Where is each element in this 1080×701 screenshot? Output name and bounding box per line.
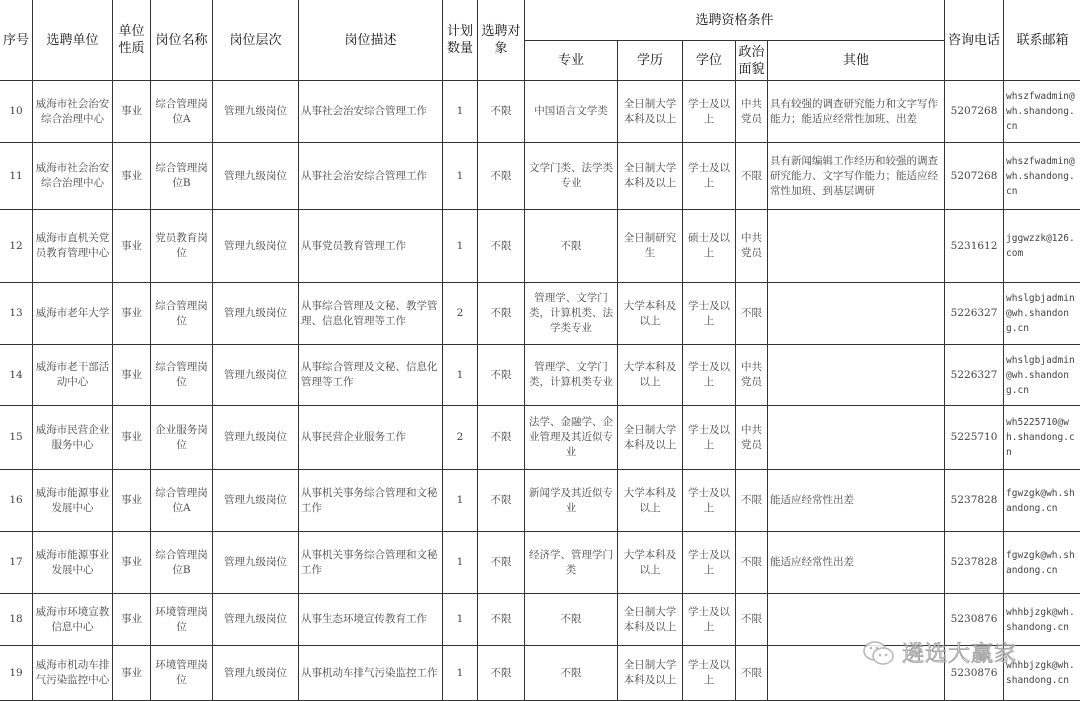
cell-email: whslgbjadmin@wh.shandong.cn [1004,345,1080,406]
table-row [0,143,1080,210]
cell-education: 大学本科及以上 [618,345,683,406]
cell-degree: 学士及以上 [683,345,736,406]
cell-unit: 威海市机动车排气污染监控中心 [33,646,113,701]
cell-education: 全日制研究生 [618,210,683,283]
cell-level: 管理九级岗位 [213,143,299,210]
cell-seq: 19 [0,646,33,701]
cell-political: 中共党员 [736,81,768,143]
cell-seq: 12 [0,210,33,283]
cell-seq: 16 [0,470,33,532]
cell-target: 不限 [478,470,525,532]
header-level: 岗位层次 [213,0,299,81]
cell-degree: 学士及以上 [683,143,736,210]
cell-count: 1 [443,470,478,532]
cell-seq: 17 [0,532,33,594]
cell-major: 不限 [525,210,618,283]
header-count: 计划数量 [443,0,478,81]
header-phone: 咨询电话 [945,0,1004,81]
cell-political: 不限 [736,283,768,345]
cell-political: 中共党员 [736,345,768,406]
cell-unit: 威海市环境宣教信息中心 [33,594,113,646]
cell-education: 大学本科及以上 [618,283,683,345]
cell-other: 具有较强的调查研究能力和文字写作能力；能适应经常性加班、出差 [768,81,945,143]
cell-political: 不限 [736,646,768,701]
cell-email: fgwzgk@wh.shandong.cn [1004,532,1080,594]
watermark-text: 遴选大赢家 [902,642,1018,667]
cell-unit: 威海市能源事业发展中心 [33,470,113,532]
cell-major: 中国语言文学类 [525,81,618,143]
cell-education: 全日制大学本科及以上 [618,143,683,210]
cell-other [768,210,945,283]
cell-major: 管理学、文学门类，计算机类专业 [525,345,618,406]
header-major: 专业 [525,41,618,81]
cell-degree: 学士及以上 [683,283,736,345]
cell-target: 不限 [478,210,525,283]
cell-nature: 事业 [113,470,151,532]
table-body [0,81,1080,701]
cell-major: 经济学、管理学门类 [525,532,618,594]
cell-count: 1 [443,143,478,210]
cell-education: 全日制大学本科及以上 [618,406,683,470]
cell-major: 法学、金融学、企业管理及其近似专业 [525,406,618,470]
cell-other [768,406,945,470]
cell-target: 不限 [478,143,525,210]
cell-email: whszfwadmin@wh.shandong.cn [1004,81,1080,143]
cell-email: wh5225710@wh.shandong.cn [1004,406,1080,470]
header-qualifications: 选聘资格条件 [525,0,945,41]
wechat-icon [862,639,896,667]
cell-post-name: 环境管理岗位 [151,594,213,646]
cell-target: 不限 [478,594,525,646]
cell-level: 管理九级岗位 [213,532,299,594]
cell-target: 不限 [478,283,525,345]
cell-nature: 事业 [113,345,151,406]
cell-desc: 从事机关事务综合管理和文秘工作 [299,470,443,532]
cell-target: 不限 [478,646,525,701]
cell-unit: 威海市老干部活动中心 [33,345,113,406]
cell-email: jggwzzk@126.com [1004,210,1080,283]
cell-post-name: 综合管理岗位 [151,345,213,406]
header-seq: 序号 [0,0,33,81]
cell-phone: 5225710 [945,406,1004,470]
cell-desc: 从事综合管理及文秘、教学管理、信息化管理等工作 [299,283,443,345]
cell-education: 全日制大学本科及以上 [618,594,683,646]
cell-email: whhbjzgk@wh.shandong.cn [1004,646,1080,701]
cell-phone: 5237828 [945,470,1004,532]
cell-major: 管理学、文学门类，计算机类、法学类专业 [525,283,618,345]
table-row [0,283,1080,345]
cell-nature: 事业 [113,81,151,143]
cell-seq: 11 [0,143,33,210]
cell-seq: 18 [0,594,33,646]
cell-target: 不限 [478,81,525,143]
header-target: 选聘对象 [478,0,525,81]
cell-seq: 10 [0,81,33,143]
cell-political: 中共党员 [736,406,768,470]
cell-post-name: 综合管理岗位A [151,81,213,143]
cell-phone: 5231612 [945,210,1004,283]
header-unit: 选聘单位 [33,0,113,81]
cell-desc: 从事生态环境宣传教育工作 [299,594,443,646]
header-education: 学历 [618,41,683,81]
cell-political: 中共党员 [736,210,768,283]
header-other: 其他 [768,41,945,81]
table-row [0,345,1080,406]
cell-level: 管理九级岗位 [213,81,299,143]
cell-email: whslgbjadmin@wh.shandong.cn [1004,283,1080,345]
cell-post-name: 综合管理岗位B [151,532,213,594]
cell-degree: 硕士及以上 [683,210,736,283]
header-desc: 岗位描述 [299,0,443,81]
cell-degree: 学士及以上 [683,81,736,143]
cell-phone: 5230876 [945,594,1004,646]
cell-count: 2 [443,406,478,470]
header-degree: 学位 [683,41,736,81]
cell-count: 1 [443,646,478,701]
cell-level: 管理九级岗位 [213,646,299,701]
cell-desc: 从事综合管理及文秘、信息化管理等工作 [299,345,443,406]
table-row [0,470,1080,532]
cell-unit: 威海市能源事业发展中心 [33,532,113,594]
cell-major: 文学门类、法学类专业 [525,143,618,210]
cell-education: 大学本科及以上 [618,470,683,532]
cell-target: 不限 [478,345,525,406]
cell-desc: 从事民营企业服务工作 [299,406,443,470]
table-row [0,406,1080,470]
cell-post-name: 综合管理岗位A [151,470,213,532]
cell-email: whhbjzgk@wh.shandong.cn [1004,594,1080,646]
cell-target: 不限 [478,406,525,470]
cell-phone: 5207268 [945,143,1004,210]
cell-political: 不限 [736,594,768,646]
header-political: 政治面貌 [736,41,768,81]
cell-count: 1 [443,210,478,283]
cell-phone: 5226327 [945,345,1004,406]
cell-political: 不限 [736,470,768,532]
cell-count: 2 [443,283,478,345]
cell-unit: 威海市老年大学 [33,283,113,345]
cell-seq: 13 [0,283,33,345]
cell-major: 新闻学及其近似专业 [525,470,618,532]
cell-nature: 事业 [113,594,151,646]
cell-count: 1 [443,345,478,406]
cell-nature: 事业 [113,143,151,210]
cell-degree: 学士及以上 [683,406,736,470]
table-row [0,81,1080,143]
cell-other [768,345,945,406]
cell-political: 不限 [736,143,768,210]
cell-unit: 威海市社会治安综合治理中心 [33,143,113,210]
cell-political: 不限 [736,532,768,594]
cell-desc: 从事机动车排气污染监控工作 [299,646,443,701]
cell-post-name: 综合管理岗位B [151,143,213,210]
cell-other: 具有新闻编辑工作经历和较强的调查研究能力、文字写作能力；能适应经常性加班、到基层调研 [768,143,945,210]
cell-email: whszfwadmin@wh.shandong.cn [1004,143,1080,210]
cell-count: 1 [443,81,478,143]
cell-other [768,283,945,345]
cell-unit: 威海市社会治安综合治理中心 [33,81,113,143]
cell-unit: 威海市直机关党员教育管理中心 [33,210,113,283]
cell-post-name: 综合管理岗位 [151,283,213,345]
cell-unit: 威海市民营企业服务中心 [33,406,113,470]
cell-level: 管理九级岗位 [213,345,299,406]
cell-post-name: 环境管理岗位 [151,646,213,701]
cell-degree: 学士及以上 [683,646,736,701]
header-nature: 单位性质 [113,0,151,81]
cell-desc: 从事党员教育管理工作 [299,210,443,283]
cell-phone: 5226327 [945,283,1004,345]
cell-major: 不限 [525,646,618,701]
cell-seq: 14 [0,345,33,406]
cell-count: 1 [443,594,478,646]
cell-nature: 事业 [113,532,151,594]
cell-phone: 5207268 [945,81,1004,143]
cell-level: 管理九级岗位 [213,210,299,283]
header-email: 联系邮箱 [1004,0,1080,81]
cell-nature: 事业 [113,210,151,283]
cell-level: 管理九级岗位 [213,594,299,646]
cell-phone: 5230876 [945,646,1004,701]
cell-email: fgwzgk@wh.shandong.cn [1004,470,1080,532]
cell-phone: 5237828 [945,532,1004,594]
cell-target: 不限 [478,532,525,594]
watermark [862,637,1017,668]
table-row [0,210,1080,283]
cell-level: 管理九级岗位 [213,470,299,532]
cell-other: 能适应经常性出差 [768,470,945,532]
cell-count: 1 [443,532,478,594]
cell-seq: 15 [0,406,33,470]
cell-degree: 学士及以上 [683,470,736,532]
cell-desc: 从事社会治安综合管理工作 [299,143,443,210]
cell-other: 能适应经常性出差 [768,532,945,594]
cell-education: 全日制大学本科及以上 [618,646,683,701]
cell-nature: 事业 [113,283,151,345]
cell-education: 全日制大学本科及以上 [618,81,683,143]
header-post-name: 岗位名称 [151,0,213,81]
cell-desc: 从事社会治安综合管理工作 [299,81,443,143]
cell-nature: 事业 [113,646,151,701]
cell-post-name: 企业服务岗位 [151,406,213,470]
cell-level: 管理九级岗位 [213,406,299,470]
cell-desc: 从事机关事务综合管理和文秘工作 [299,532,443,594]
cell-degree: 学士及以上 [683,594,736,646]
cell-major: 不限 [525,594,618,646]
table-row [0,532,1080,594]
cell-level: 管理九级岗位 [213,283,299,345]
cell-education: 大学本科及以上 [618,532,683,594]
cell-degree: 学士及以上 [683,532,736,594]
cell-nature: 事业 [113,406,151,470]
cell-post-name: 党员教育岗位 [151,210,213,283]
